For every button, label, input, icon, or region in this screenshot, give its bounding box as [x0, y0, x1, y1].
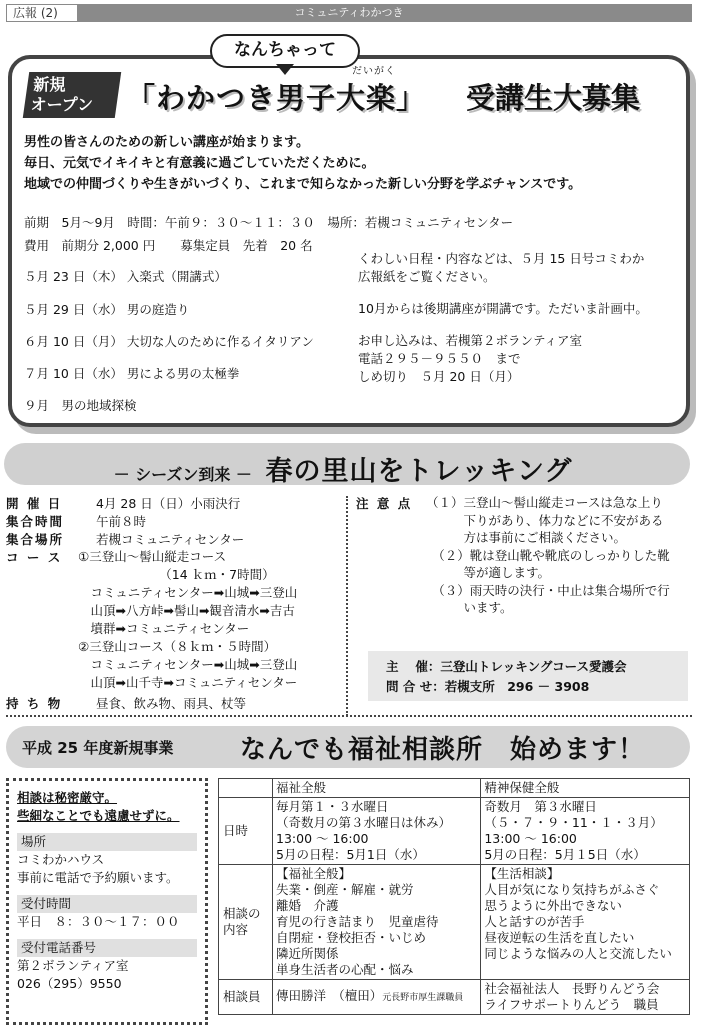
intro-line: 男性の皆さんのための新しい講座が始まります。 — [24, 135, 309, 150]
caution-line: 下りがあり、体力などに不安がある — [426, 512, 664, 528]
note-line: しめ切り ５月 20 日（月） — [358, 369, 520, 384]
organizer-line: 主 催：三登山トレッキングコース愛護会 — [386, 659, 627, 674]
section3-heading: なんでも福祉相談所 始めます！ — [240, 735, 646, 765]
note-line: お申し込みは、若槻第２ボランティア室 — [358, 333, 583, 348]
table-cell — [481, 980, 690, 1015]
date-value: 4月 28 日（日）小雨決行 — [96, 496, 241, 511]
cell-line: 育児の行き詰まり 児童虐待 — [276, 914, 439, 929]
column-divider — [346, 496, 348, 716]
intro-line: 毎日、元気でイキイキと有意義に過ごしていただくために。 — [24, 156, 375, 171]
new-open-badge — [23, 72, 121, 118]
place-note: 事前に電話で予約願います。 — [17, 870, 179, 885]
schedule-item: ５月 29 日（水） 男の庭造り — [24, 302, 190, 317]
row-header-datetime: 日時 — [219, 798, 273, 865]
course-row — [6, 548, 62, 566]
cell-line: 昼夜逆転の生活を直したい — [484, 930, 635, 945]
course-line: ①三登山～髻山縦走コース — [78, 549, 227, 564]
cell-line: 同じような悩みの人と交流したい — [484, 946, 672, 961]
welcome-note: 些細なことでも遠慮せずに。 — [17, 808, 180, 823]
date-row — [6, 494, 241, 512]
cell-line: 13:00 ～ 16:00 — [484, 831, 577, 846]
speech-bubble-tail — [276, 64, 294, 75]
caution-line: （１）三登山～髻山縦走コースは急な上り — [426, 495, 663, 510]
course-list — [78, 548, 297, 692]
caution-label-text: 注 意 点 — [356, 496, 413, 511]
row-header-content — [219, 865, 273, 980]
caution-line: 方は事前にご相談ください。 — [426, 530, 627, 545]
note-line: 広報紙をご覧ください。 — [358, 269, 496, 284]
cell-line: 離婚 介護 — [276, 898, 339, 913]
items-label: 持 ち 物 — [6, 696, 63, 711]
place-label: 集合場所 — [6, 532, 65, 547]
row-header-line: 内容 — [223, 922, 249, 937]
course-period-info: 前期 5月～9月 時間：午前９：３０～１１：３０ 場所：若槻コミュニティセンター — [24, 215, 514, 230]
section2-subtitle: － シーズン到来 － — [113, 465, 252, 484]
time-value: 午前８時 — [96, 514, 147, 529]
caution-list — [426, 494, 670, 617]
time-label: 集合時間 — [6, 514, 65, 529]
course-line: 山頂➡八方峠➡髻山➡観音清水➡吉古 — [78, 603, 295, 618]
organizer-box — [368, 651, 688, 701]
section-divider — [6, 715, 692, 717]
consultation-sidebox — [6, 778, 208, 1025]
cell-line: 単身生活者の心配・悩み — [276, 962, 414, 977]
cell-line — [276, 988, 477, 1006]
items-row — [6, 694, 247, 712]
hours-heading: 受付時間 — [17, 895, 197, 913]
cell-line: ライフサポートりんどう 職員 — [484, 997, 659, 1012]
table-row — [219, 779, 690, 798]
column-header-welfare: 福祉全般 — [273, 779, 481, 798]
cell-line: 社会福祉法人 長野りんどう会 — [484, 981, 660, 996]
hours-value: 平日 ８：３０～１７：００ — [17, 914, 180, 929]
schedule-item: ７月 10 日（水） 男による男の太極拳 — [24, 366, 240, 381]
time-row — [6, 512, 147, 530]
cell-line: 【福祉全般】 — [276, 866, 352, 881]
caution-line: 等が適します。 — [426, 565, 551, 580]
note-line: 電話２９５－９５５０ まで — [358, 351, 521, 366]
row-header-line: 相談の — [223, 906, 261, 921]
intro-line: 地域での仲間づくりや生きがいづくり、これまで知らなかった新しい分野を学ぶチャンスです。 — [24, 177, 582, 192]
cell-line: 毎月第１・３水曜日 — [276, 799, 389, 814]
section3-subtitle: 平成 25 年度新規事業 — [22, 739, 174, 757]
table-row — [219, 980, 690, 1015]
publication-name: コミュニティわかつき — [294, 6, 404, 19]
cell-line: 5月の日程：5月１5日（水） — [484, 847, 646, 862]
counselor-name: 傳田勝洋 （檀田） — [276, 988, 383, 1003]
section1-title-recruit: 受講生大募集 — [466, 81, 641, 115]
cell-line: 5月の日程：5月1日（水） — [276, 847, 425, 862]
course-line: 山頂➡山千寺➡コミュニティセンター — [78, 675, 298, 690]
title-furigana: だいがく — [352, 66, 396, 77]
counselor-title: 元長野市厚生課職員 — [382, 993, 464, 1003]
note-line — [358, 286, 672, 300]
speech-bubble: なんちゃって — [210, 34, 360, 68]
table-row — [219, 798, 690, 865]
place-value: コミわかハウス — [17, 852, 105, 867]
table-cell — [481, 798, 690, 865]
place-row — [6, 530, 245, 548]
page-label: 広報 (2) — [6, 4, 78, 22]
section1-note-box — [350, 240, 672, 412]
badge-line1: 新規 — [33, 75, 66, 94]
contact-line: 問 合 せ：若槻支所 296 － 3908 — [386, 679, 590, 694]
confidential-note: 相談は秘密厳守。 — [17, 790, 118, 805]
cell-line: 人と話すのが苦手 — [484, 914, 585, 929]
course-label: コ ー ス — [6, 550, 63, 565]
cell-line: 【生活相談】 — [484, 866, 560, 881]
course-line: （14 ｋｍ・7時間） — [78, 567, 275, 582]
badge-line2: オープン — [30, 95, 94, 114]
date-label: 開 催 日 — [6, 496, 63, 511]
consultation-table — [218, 778, 690, 1015]
cell-line: （５・７・９・11・１・３月） — [484, 815, 663, 830]
cell-line: 人目が気になり気持ちがふさぐ — [484, 882, 660, 897]
table-cell — [481, 865, 690, 980]
schedule-item: ５月 23 日（木） 入楽式（開講式） — [24, 269, 227, 284]
course-line: コミュニティセンター➡山城➡三登山 — [78, 657, 298, 672]
schedule-item: ９月 男の地域探検 — [24, 398, 137, 413]
items-value: 昼食、飲み物、雨具、杖等 — [96, 696, 247, 711]
course-line: コミュニティセンター➡山城➡三登山 — [78, 585, 298, 600]
course-line: 墳群➡コミュニティセンター — [78, 621, 250, 636]
header-bar — [6, 4, 692, 22]
cell-line: 思うように外出できない — [484, 898, 622, 913]
caution-line: （２）靴は登山靴や靴底のしっかりした靴 — [426, 547, 670, 563]
caution-label — [356, 494, 412, 512]
course-fee-info: 費用 前期分 2,000 円 募集定員 先着 20 名 — [24, 238, 313, 253]
cell-line: 13:00 ～ 16:00 — [276, 831, 369, 846]
section2-heading: 春の里山をトレッキング — [265, 456, 573, 487]
phone-number: 026（295）9550 — [17, 976, 122, 991]
schedule-item: ６月 10 日（月） 大切な人のために作るイタリアン — [24, 334, 314, 349]
cell-line: 失業・倒産・解雇・就労 — [276, 882, 414, 897]
caution-line: います。 — [426, 600, 513, 615]
note-line — [358, 318, 672, 332]
phone-office: 第２ボランティア室 — [17, 958, 129, 973]
table-cell — [273, 798, 481, 865]
table-row — [219, 865, 690, 980]
cell-line: 自閉症・登校拒否・いじめ — [276, 930, 427, 945]
place-value: 若槻コミュニティセンター — [96, 532, 245, 547]
note-line: くわしい日程・内容などは、５月 15 日号コミわか — [358, 251, 645, 266]
course-line: ②三登山コース（８ｋｍ・５時間） — [78, 639, 277, 654]
row-header-counselor: 相談員 — [219, 980, 273, 1015]
column-header-mental: 精神保健全般 — [481, 779, 690, 798]
place-heading: 場所 — [17, 833, 197, 851]
table-cell — [273, 980, 481, 1015]
note-line: 10月からは後期講座が開講です。ただいま計画中。 — [358, 301, 648, 316]
table-cell — [273, 865, 481, 980]
caution-line: （３）雨天時の決行・中止は集合場所で行 — [426, 582, 670, 598]
phone-heading: 受付電話番号 — [17, 939, 197, 957]
cell-line: 隣近所関係 — [276, 946, 339, 961]
cell-line: 奇数月 第３水曜日 — [484, 799, 597, 814]
section2-title — [0, 449, 686, 488]
section1-title: 「わかつき男子大楽」 — [126, 81, 427, 115]
table-corner — [219, 779, 273, 798]
section1-intro — [24, 132, 581, 195]
cell-line: （奇数月の第３水曜日は休み） — [276, 815, 452, 830]
